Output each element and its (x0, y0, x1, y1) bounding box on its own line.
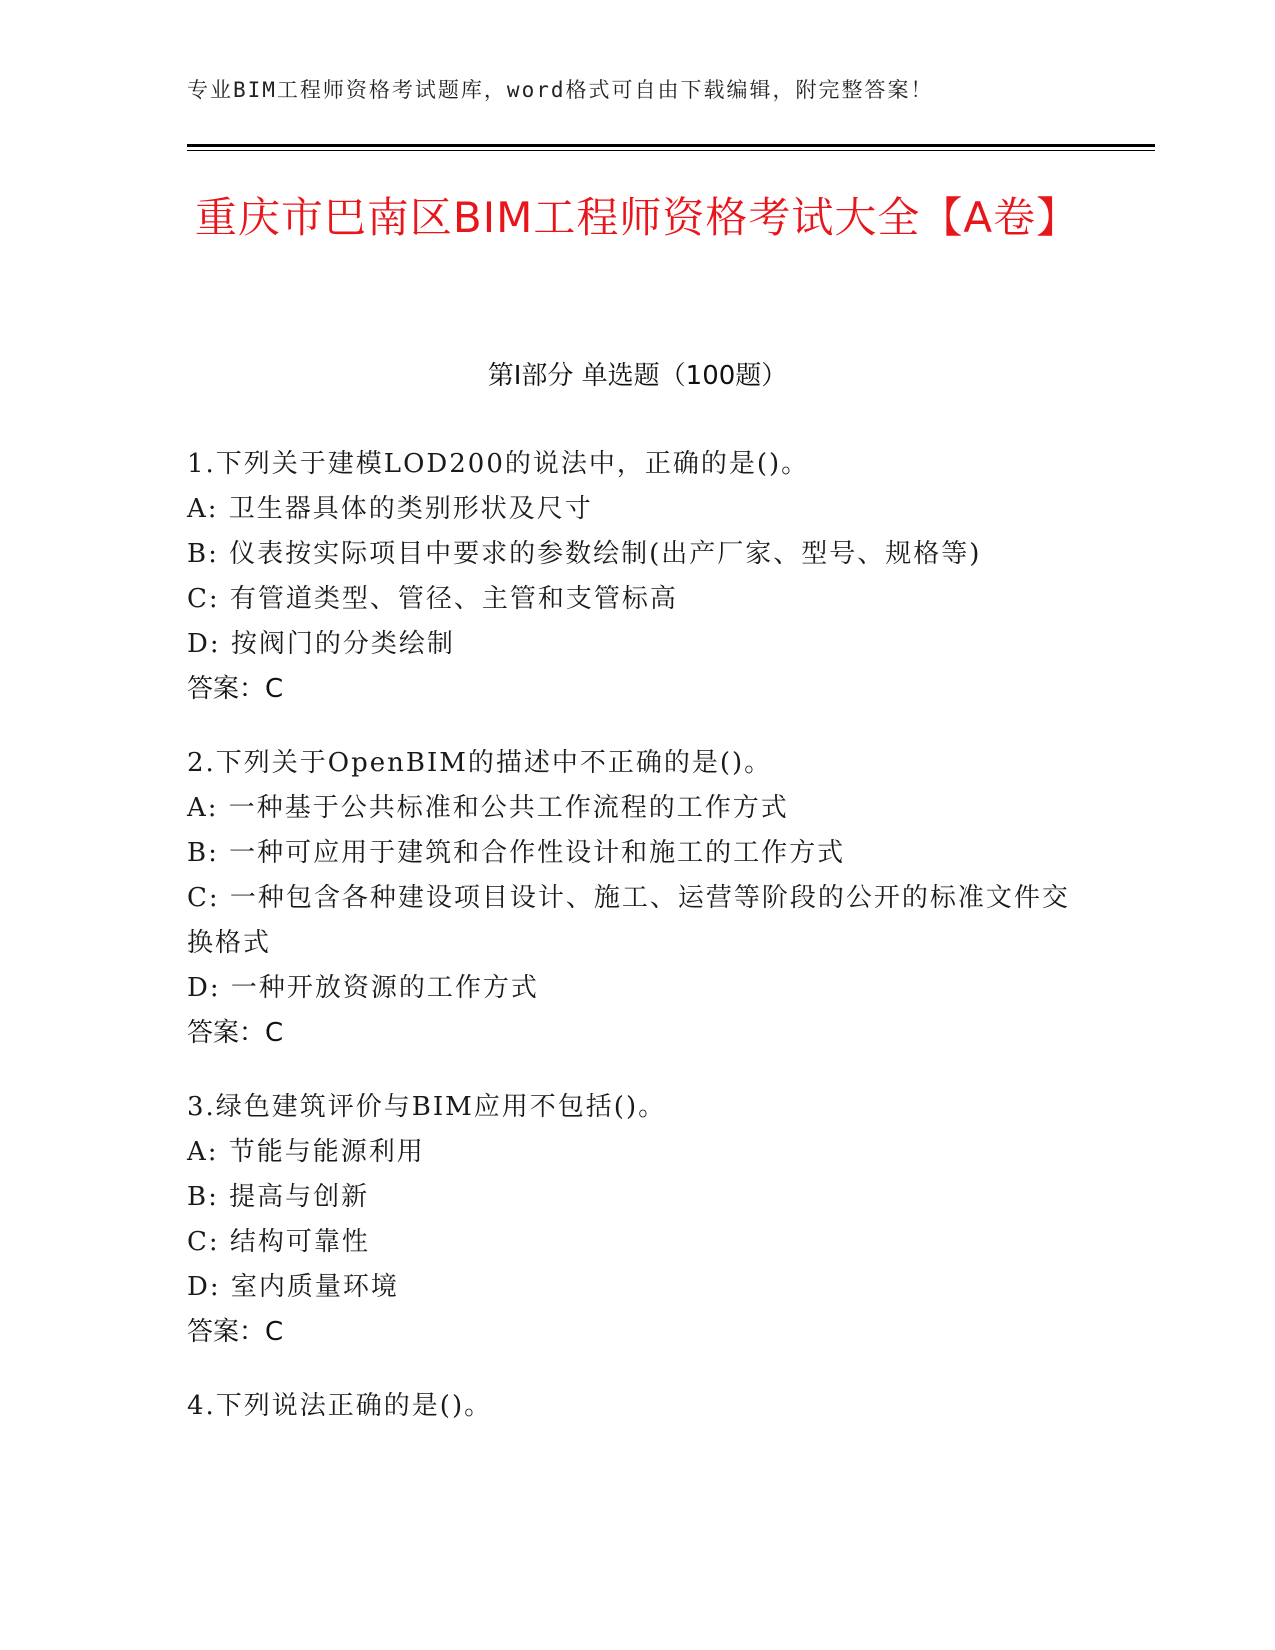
question-list (187, 442, 1077, 1458)
option-c: C: 有管道类型、管径、主管和支管标高 (187, 584, 678, 614)
option-a: A: 一种基于公共标准和公共工作流程的工作方式 (187, 793, 789, 823)
option-c: C: 一种包含各种建设项目设计、施工、运营等阶段的公开的标准文件交换格式 (187, 883, 1070, 958)
question-1 (187, 442, 1077, 712)
question-4 (187, 1384, 1077, 1429)
question-2 (187, 741, 1077, 1056)
document-title: 重庆市巴南区BIM工程师资格考试大全【A卷】 (194, 193, 1080, 242)
question-stem: 2.下列关于OpenBIM的描述中不正确的是()。 (187, 748, 773, 778)
header-note: 专业BIM工程师资格考试题库，word格式可自由下载编辑，附完整答案！ (187, 78, 934, 102)
question-3 (187, 1085, 1077, 1355)
option-c: C: 结构可靠性 (187, 1227, 370, 1257)
question-stem: 3.绿色建筑评价与BIM应用不包括()。 (187, 1092, 667, 1122)
option-b: B: 一种可应用于建筑和合作性设计和施工的工作方式 (187, 838, 846, 868)
header-rule-thin (187, 150, 1155, 151)
header-rule-thick (187, 144, 1155, 147)
question-stem: 1.下列关于建模LOD200的说法中，正确的是()。 (187, 449, 810, 479)
option-a: A: 卫生器具体的类别形状及尺寸 (187, 494, 593, 524)
option-d: D: 一种开放资源的工作方式 (187, 973, 539, 1003)
option-b: B: 仪表按实际项目中要求的参数绘制(出产厂家、型号、规格等) (187, 539, 982, 569)
option-a: A: 节能与能源利用 (187, 1137, 425, 1167)
option-b: B: 提高与创新 (187, 1182, 370, 1212)
option-d: D: 室内质量环境 (187, 1272, 399, 1302)
answer: 答案：C (187, 1018, 284, 1048)
answer: 答案：C (187, 1317, 284, 1347)
section-title: 第Ⅰ部分 单选题（100题） (487, 361, 788, 391)
answer: 答案：C (187, 674, 284, 704)
question-stem: 4.下列说法正确的是()。 (187, 1391, 493, 1421)
option-d: D: 按阀门的分类绘制 (187, 629, 455, 659)
